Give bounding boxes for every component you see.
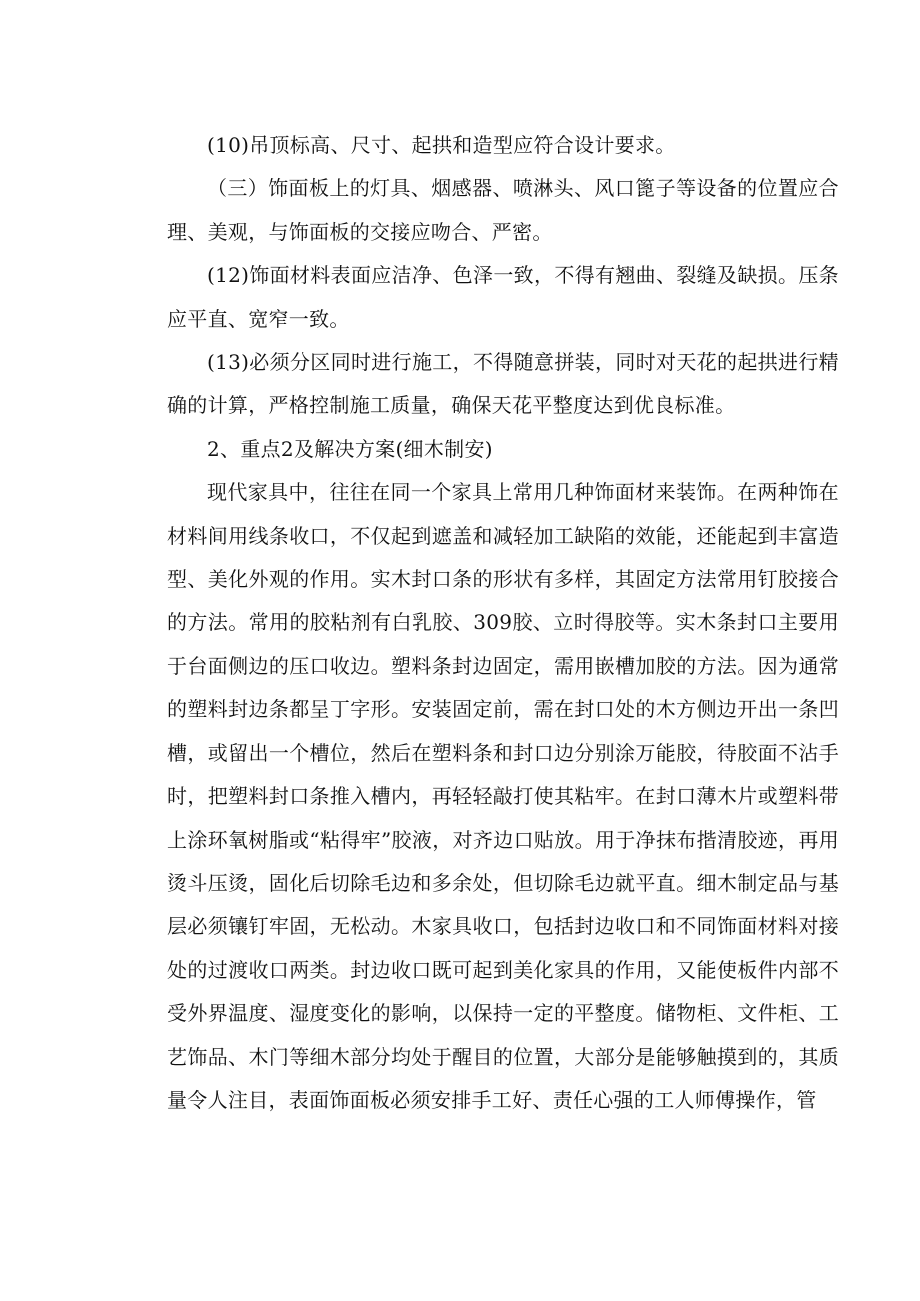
paragraph-section-3: （三）饰面板上的灯具、烟感器、喷淋头、风口篦子等设备的位置应合理、美观，与饰面板的交接应吻合、严密。 [167,176,839,244]
paragraph-body: 现代家具中，往往在同一个家具上常用几种饰面材来装饰。在两种饰在材料间用线条收口，不仅起到遮盖和减轻加工缺陷的效能，还能起到丰富造型、美化外观的作用。实木封口条的形状有多样，其固定方法常用钉胶接合的方法。常用的胶粘剂有白乳胶、309胶、立时得胶等。实木条封口主要用于台面侧边的压口收边。塑料条封边固定，需用嵌槽加胶的方法。因为通常的塑料封边条都呈丁字形。安装固定前，需在封口处的木方侧边开出一条凹槽，或留出一个槽位，然后在塑料条和封口边分别涂万能胶，待胶面不沾手时，把塑料封口条推入槽内，再轻轻敲打使其粘牢。在封口薄木片或塑料带上涂环氧树脂或“粘得牢”胶液，对齐边口贴放。用于净抹布揩清胶迹，再用烫斗压烫，固化后切除毛边和多余处，但切除毛边就平直。细木制定品与基层必须镶钉牢固，无松动。木家具收口，包括封边收口和不同饰面材料对接处的过渡收口两类。封边收口既可起到美化家具的作用，又能使板件内部不受外界温度、湿度变化的影响，以保持一定的平整度。储物柜、文件柜、工艺饰品、木门等细木部分均处于醒目的位置，大部分是能够触摸到的，其质量令人注目，表面饰面板必须安排手工好、责任心强的工人师傅操作，管 [167,480,839,1112]
paragraph-item-10: (10)吊顶标高、尺寸、起拱和造型应符合设计要求。 [207,133,676,157]
paragraph-item-12: (12)饰面材料表面应洁净、色泽一致，不得有翘曲、裂缝及缺损。压条应平直、宽窄一致。 [167,263,839,331]
document-body [167,124,839,1122]
paragraph-item-13: (13)必须分区同时进行施工，不得随意拼装，同时对天花的起拱进行精确的计算，严格控制施工质量，确保天花平整度达到优良标准。 [167,350,839,418]
section-heading: 2、重点2及解决方案(细木制安) [207,436,493,461]
